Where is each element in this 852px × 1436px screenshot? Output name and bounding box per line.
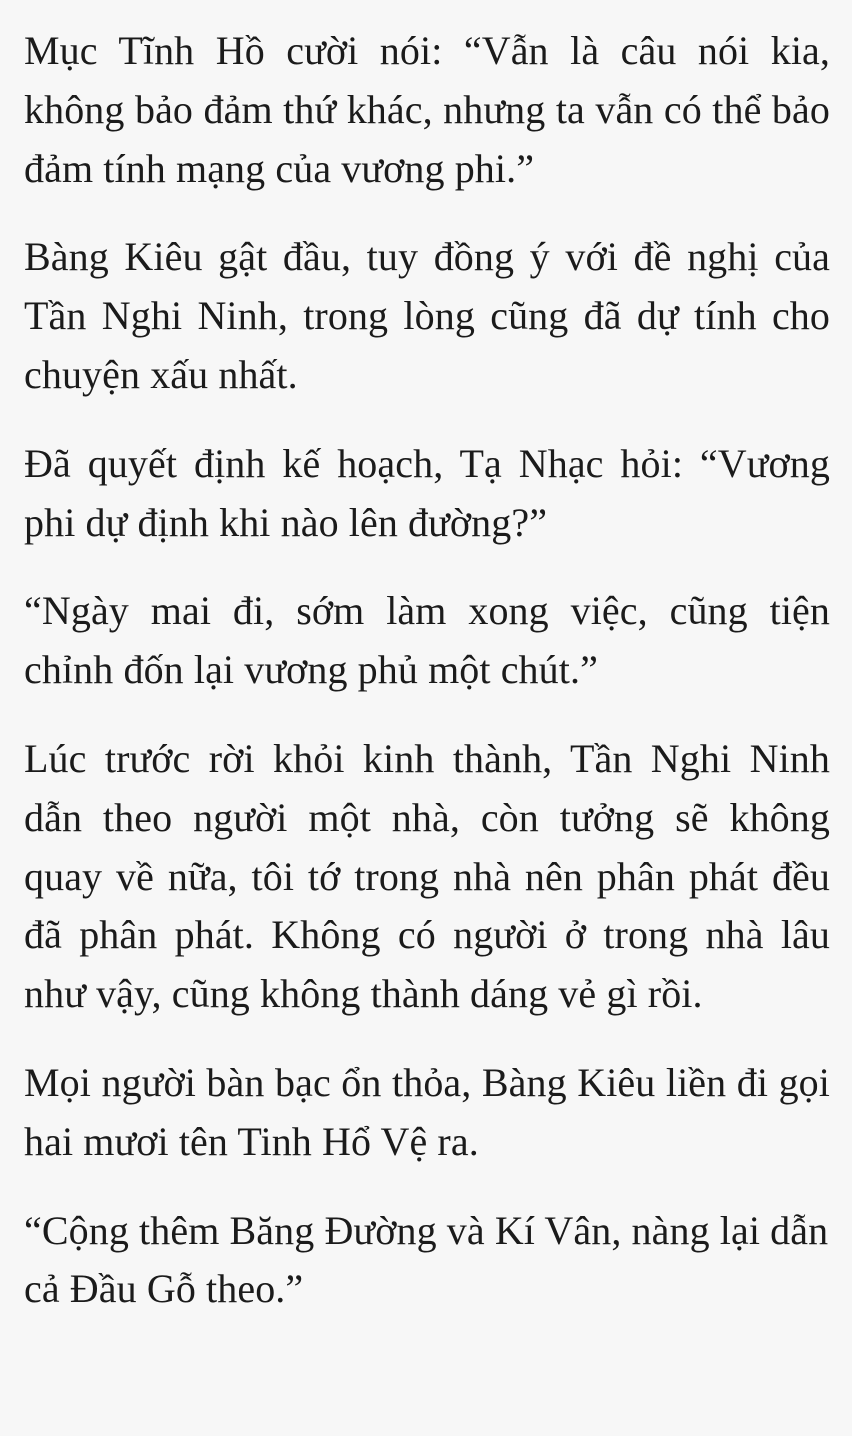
story-paragraph: Mọi người bàn bạc ổn thỏa, Bàng Kiêu liền đi gọi hai mươi tên Tinh Hổ Vệ ra. xyxy=(24,1059,830,1164)
story-paragraph: “Ngày mai đi, sớm làm xong việc, cũng tiện chỉnh đốn lại vương phủ một chút.” xyxy=(24,588,830,693)
story-paragraph: Bàng Kiêu gật đầu, tuy đồng ý với đề nghị của Tần Nghi Ninh, trong lòng cũng đã dự tính cho chuyện xấu nhất. xyxy=(24,234,830,397)
story-paragraph: “Cộng thêm Băng Đường và Kí Vân, nàng lại dẫn cả Đầu Gỗ theo.” xyxy=(24,1207,829,1312)
story-paragraph: Mục Tĩnh Hồ cười nói: “Vẫn là câu nói kia, không bảo đảm thứ khác, nhưng ta vẫn có thể bảo đảm tính mạng của vương phi.” xyxy=(24,28,830,191)
story-paragraph: Lúc trước rời khỏi kinh thành, Tần Nghi Ninh dẫn theo người một nhà, còn tưởng sẽ không quay về nữa, tôi tớ trong nhà nên phân phát đều đã phân phát. Không có người ở trong nhà lâu như vậy, cũng không thành dáng vẻ gì rồi. xyxy=(24,735,830,1017)
story-paragraph: Đã quyết định kế hoạch, Tạ Nhạc hỏi: “Vương phi dự định khi nào lên đường?” xyxy=(24,440,830,545)
